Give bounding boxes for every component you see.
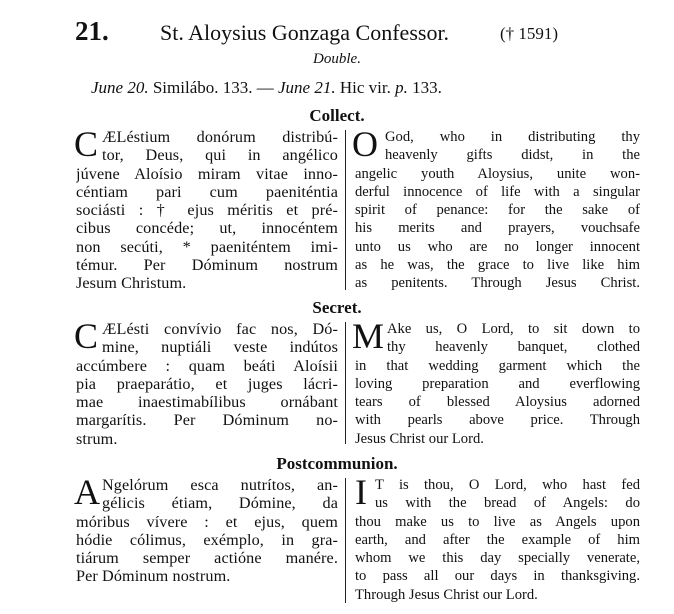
postcommunion-english-line: whom we this day specially venerate, [355,550,640,567]
secret-latin-initial: C [74,316,99,356]
feast-number: 21. [75,16,109,46]
secret-latin-line: strum. [76,429,118,448]
feast-header [75,14,655,48]
collect-latin [74,124,338,293]
postcommunion-latin-line: tiárum semper actióne manére. [76,549,338,568]
collect-english-line: his merits and prayers, vouchsafe [355,220,640,237]
introit-text-1: Similábo. 133. — [152,78,274,97]
secret-latin [74,316,338,448]
postcommunion-latin-line: Ngelórum esca nutrítos, an- [102,476,338,494]
feast-title: St. Aloysius Gonzaga Confessor. [160,20,450,45]
postcommunion-english [355,472,640,604]
postcommunion-english-line: earth, and after the example of him [355,531,640,548]
collect-latin-line: ÆLéstium donórum distribú- [102,128,338,146]
introit-text-2: Hic vir. [339,78,391,97]
collect-english-line: derful innocence of life with a singular [355,183,640,200]
collect-latin-line: témur. Per Dóminum nostrum [76,256,338,275]
secret-english-line: Ake us, O Lord, to sit down to [387,321,640,337]
secret-english-line: tears of blessed Aloysius adorned [355,394,640,411]
postcommunion-title: Postcommunion. [276,454,398,473]
secret-divider [345,322,346,444]
introit-page: 133. [412,78,442,97]
secret-english-line: Jesus Christ our Lord. [355,430,484,447]
secret-english-line: loving preparation and everflowing [355,375,640,392]
feast-rank: Double. [313,51,361,67]
postcommunion-latin [74,472,338,586]
postcommunion-english-line: T is thou, O Lord, who hast fed [375,477,640,493]
introit-date-2: June 21. [278,78,336,97]
collect-english-line: unto us who are no longer innocent [355,238,640,255]
postcommunion-english-line: thou make us to live as Angels upon [355,513,640,530]
collect-title: Collect. [309,106,365,125]
secret-latin-line: margarítis. Per Dóminum no- [76,411,338,430]
collect-english-line: as penitents. Through Jesus Christ. [355,275,640,292]
feast-death-year: († 1591) [500,24,559,43]
collect-english-line: as he was, the grace to live like him [355,257,640,274]
collect-english-line: heavenly gifts didst, in the [385,147,640,164]
introit-date-1: June 20. [91,78,149,97]
collect-english-line: God, who in distributing thy [385,129,640,145]
secret-english-line: in that wedding garment which the [355,357,640,374]
postcommunion-latin-initial: A [74,472,100,512]
collect-latin-line: Jesum Christum. [76,274,187,293]
postcommunion-latin-line: Per Dóminum nostrum. [76,567,231,586]
postcommunion-english-line: Through Jesus Christ our Lord. [355,586,538,603]
collect-latin-line: céntiam pari cum paeniténtia [76,182,338,201]
secret-latin-line: mae inaestimabílibus ornábant [76,393,338,412]
secret-english [355,320,640,448]
secret-title: Secret. [312,298,362,317]
collect-latin-line: tor, Deus, qui in angélico [102,146,338,165]
secret-english-initial: M [352,316,385,356]
postcommunion-english-line: us with the bread of Angels: do [375,495,640,512]
secret-latin-line: accúmbere : quam beáti Aloísii [76,356,338,375]
postcommunion-divider [345,478,346,603]
introit-references [91,78,442,98]
collect-latin-line: sociásti : † ejus méritis et pré- [76,201,338,220]
collect-latin-line: cibus concéde; ut, innocéntem [76,219,338,238]
postcommunion-english-line: to pass all our days in thanksgiving. [355,568,640,585]
introit-page-prefix: p. [395,78,408,97]
postcommunion-latin-line: móribus vívere : et ejus, quem [76,512,338,531]
collect-latin-line: júvene Aloísio miram vitae inno- [76,164,338,183]
secret-latin-line: pia praeparátio, et juges lácri- [76,374,338,393]
secret-english-line: thy heavenly banquet, clothed [387,339,640,356]
collect-english-line: angelic youth Aloysius, unite won- [355,165,640,182]
collect-english [355,128,640,293]
collect-english-initial: O [352,124,378,164]
collect-latin-line: non secúti, * paeniténtem imi- [76,237,338,256]
secret-latin-line: ÆLésti convívio fac nos, Dó- [102,320,338,338]
postcommunion-english-initial: I [355,472,367,512]
postcommunion-latin-line: hódie cólimus, exémplo, in gra- [76,530,338,549]
secret-latin-line: mine, nuptiáli veste indútos [102,338,338,357]
secret-english-line: with pearls above price. Through [355,412,640,429]
collect-english-line: spirit of penance: for the sake of [355,202,640,219]
postcommunion-latin-line: gélicis étiam, Dómine, da [102,494,338,513]
collect-latin-initial: C [74,124,99,164]
collect-divider [345,130,346,290]
